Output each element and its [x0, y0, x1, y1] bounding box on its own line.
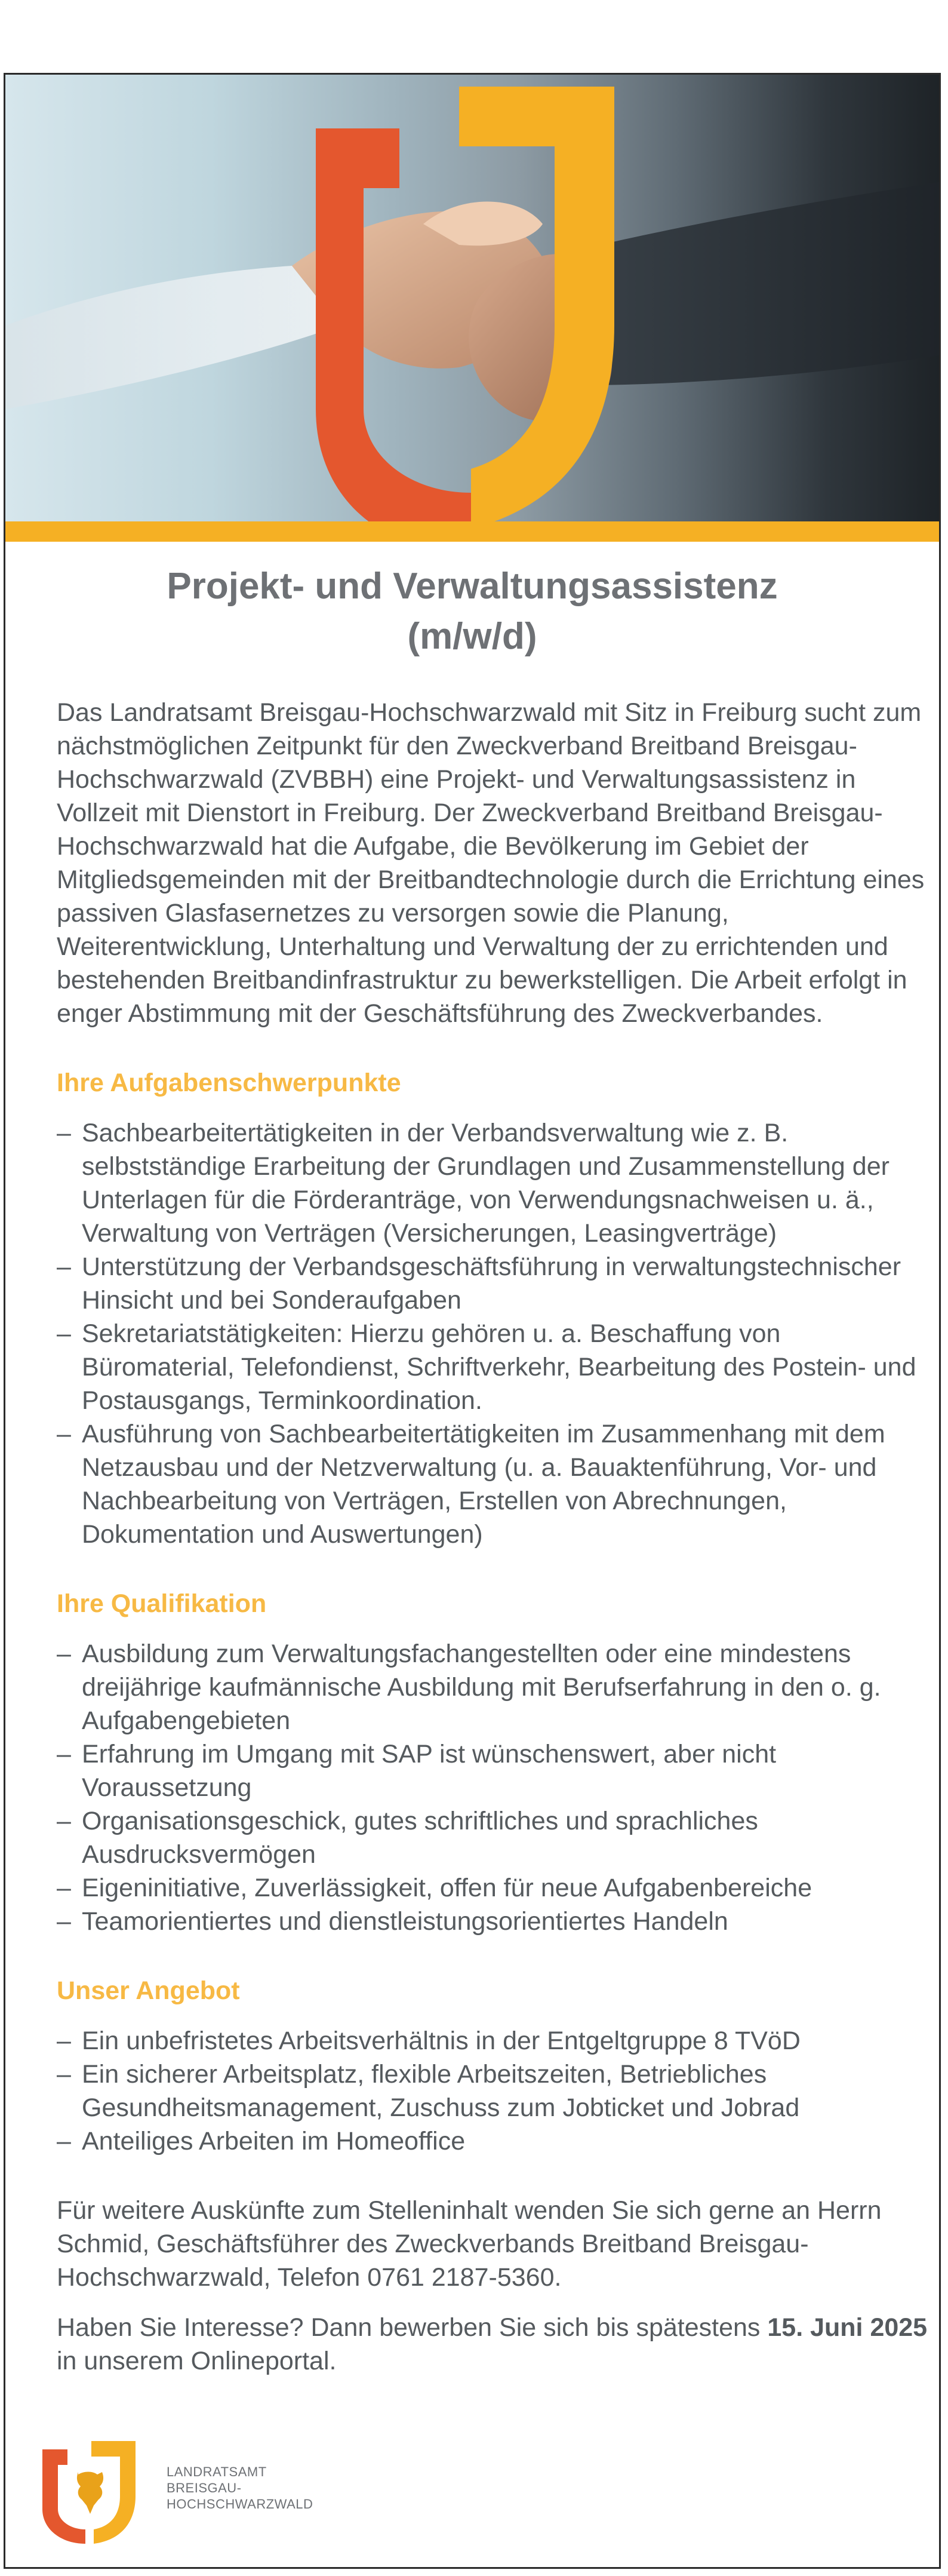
- list-item: – Organisationsgeschick, gutes schriftliches und sprachliches Ausdrucksvermögen: [57, 1804, 928, 1871]
- apply-text-before: Haben Sie Interesse? Dann bewerben Sie sich bis spätestens: [57, 2313, 768, 2342]
- list-item: – Sekretariatstätigkeiten: Hierzu gehören u. a. Beschaffung von Büromaterial, Telefondienst, Schriftverkehr, Bearbeitung des Postein- und Postausgangs, Terminkoordination.: [57, 1317, 928, 1417]
- list-item: – Ein unbefristetes Arbeitsverhältnis in der Entgeltgruppe 8 TVöD: [57, 2024, 928, 2058]
- list-item: – Erfahrung im Umgang mit SAP ist wünschenswert, aber nicht Voraussetzung: [57, 1737, 928, 1804]
- application-deadline: 15. Juni 2025: [767, 2313, 928, 2342]
- list-item: – Eigeninitiative, Zuverlässigkeit, offen für neue Aufgabenbereiche: [57, 1871, 928, 1905]
- title-line-2: (m/w/d): [407, 616, 537, 657]
- apply-text-after: in unserem Onlineportal.: [57, 2347, 337, 2375]
- logo-wordmark: [167, 2464, 313, 2512]
- list-item: – Unterstützung der Verbandsgeschäftsführung in verwaltungstechnischer Hinsicht und bei Sonderaufgaben: [57, 1250, 928, 1317]
- landratsamt-logo-icon: [34, 2439, 153, 2546]
- hero-accent-bar: [5, 521, 939, 542]
- posting-content: [57, 696, 928, 2378]
- offer-heading: Unser Angebot: [57, 1976, 240, 2005]
- list-item: – Ausbildung zum Verwaltungsfachangestellten oder eine mindestens dreijährige kaufmännische Ausbildung mit Berufserfahrung in den o. g. Aufgabengebieten: [57, 1637, 928, 1737]
- list-item: – Ein sicherer Arbeitsplatz, flexible Arbeitszeiten, Betriebliches Gesundheitsmanagement, Zuschuss zum Jobticket und Jobrad: [57, 2058, 928, 2124]
- tasks-list: [57, 1116, 928, 1551]
- hero-image: [5, 75, 939, 521]
- contact-paragraph: Für weitere Auskünfte zum Stelleninhalt wenden Sie sich gerne an Herrn Schmid, Geschäftsführer des Zweckverbands Breitband Breisgau-Hochschwarzwald, Telefon 0761 2187-5360.: [57, 2196, 882, 2292]
- list-item: – Anteiliges Arbeiten im Homeoffice: [57, 2124, 928, 2158]
- logo-line-1: LANDRATSAMT: [167, 2464, 267, 2479]
- tasks-heading: Ihre Aufgabenschwerpunkte: [57, 1069, 401, 1097]
- qualification-list: [57, 1637, 928, 1938]
- footer-logo: [34, 2439, 392, 2546]
- intro-paragraph: Das Landratsamt Breisgau-Hochschwarzwald mit Sitz in Freiburg sucht zum nächstmöglichen Zeitpunkt für den Zweckverband Breitband Breisgau-Hochschwarzwald (ZVBBH) eine Projekt- und Verwaltungsassistenz in Vollzeit mit Dienstort in Freiburg. Der Zweckverband Breitband Breisgau-Hochschwarzwald hat die Aufgabe, die Bevölkerung im Gebiet der Mitgliedsgemeinden mit der Breitbandtechnologie durch die Errichtung eines passiven Glasfasernetzes zu versorgen sowie die Planung, Weiterentwicklung, Unterhaltung und Verwaltung der zu errichtenden und bestehenden Breitbandinfrastruktur zu bewerkstelligen. Die Arbeit erfolgt in enger Abstimmung mit der Geschäftsführung des Zweckverbandes.: [57, 698, 925, 1028]
- handshake-illustration: [5, 75, 939, 521]
- job-posting-card: [4, 73, 941, 2569]
- logo-line-2: BREISGAU-: [167, 2480, 242, 2495]
- list-item: – Teamorientiertes und dienstleistungsorientiertes Handeln: [57, 1905, 928, 1938]
- title-line-1: Projekt- und Verwaltungsassistenz: [167, 566, 778, 607]
- left-sleeve: [5, 266, 340, 409]
- offer-list: [57, 2024, 928, 2158]
- apply-paragraph: [57, 2311, 928, 2378]
- right-sleeve: [561, 182, 939, 385]
- page-title: [5, 561, 939, 662]
- logo-line-3: HOCHSCHWARZWALD: [167, 2497, 313, 2511]
- list-item: – Ausführung von Sachbearbeitertätigkeiten im Zusammenhang mit dem Netzausbau und der Netzverwaltung (u. a. Bauaktenführung, Vor- und Nachbearbeitung von Verträgen, Erstellen von Abrechnungen, Dokumentation und Auswertungen): [57, 1417, 928, 1551]
- qualification-heading: Ihre Qualifikation: [57, 1589, 267, 1618]
- list-item: – Sachbearbeitertätigkeiten in der Verbandsverwaltung wie z. B. selbstständige Erarbeitung der Grundlagen und Zusammenstellung der Unterlagen für die Förderanträge, von Verwendungsnachweisen u. ä., Verwaltung von Verträgen (Versicherungen, Leasingverträge): [57, 1116, 928, 1250]
